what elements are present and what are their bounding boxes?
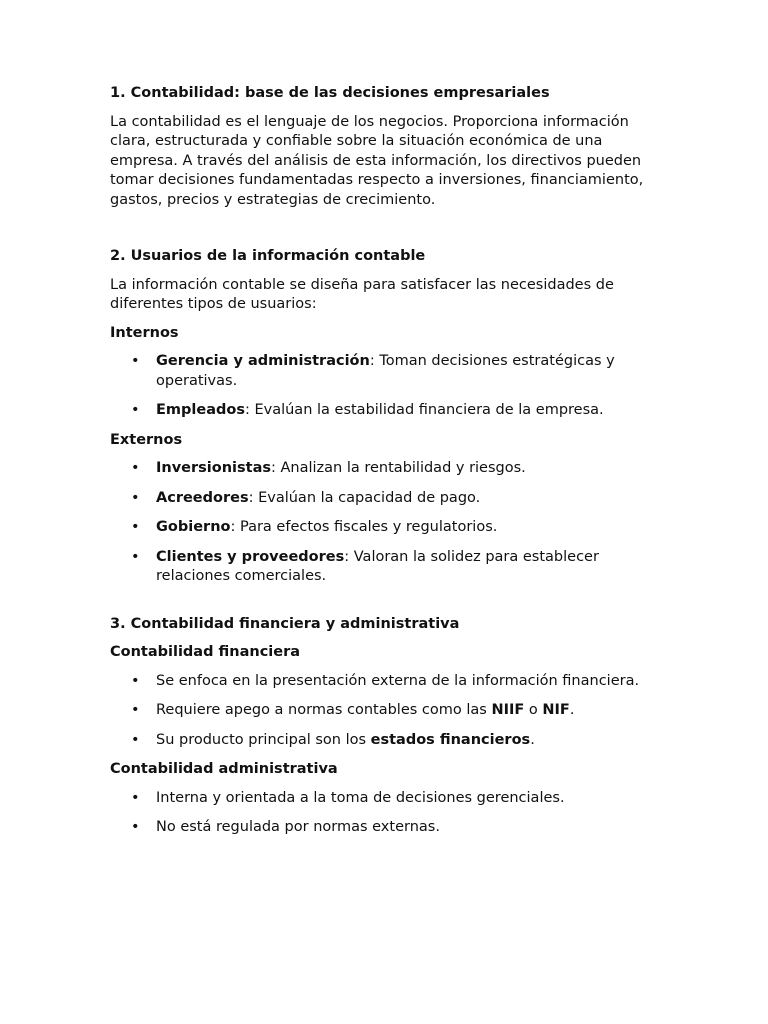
list-item — [110, 548, 660, 587]
item-text: : Analizan la rentabilidad y riesgos. — [271, 460, 526, 476]
section-1-paragraph: La contabilidad es el lenguaje de los negocios. Proporciona información clara, estructurada y confiable sobre la situación económica de una empresa. A través del análisis de esta información, los directivos pueden tomar decisiones fundamentadas respecto a inversiones, financiamiento, gastos, precios y estrategias de crecimiento. — [110, 113, 644, 208]
item-text: : Valoran la solidez para establecer relaciones comerciales. — [156, 548, 599, 584]
list-item — [110, 731, 660, 751]
bullet-icon: • — [131, 489, 140, 506]
bullet-icon: • — [131, 548, 140, 565]
section-2-heading: 2. Usuarios de la información contable — [110, 248, 426, 264]
item-text: Requiere apego a normas contables como las — [156, 702, 492, 718]
internos-subheading: Internos — [110, 324, 179, 341]
section-2-paragraph: La información contable se diseña para satisfacer las necesidades de diferentes tipos de usuarios: — [110, 276, 614, 312]
item-text: : Para efectos fiscales y regulatorios. — [230, 519, 498, 535]
bullet-icon: • — [131, 353, 140, 369]
item-term: Empleados — [156, 402, 245, 418]
bullet-icon: • — [131, 672, 140, 689]
item-text: Interna y orientada a la toma de decisiones gerenciales. — [156, 789, 565, 806]
internos-list — [110, 352, 660, 421]
administrativa-subheading: Contabilidad administrativa — [110, 761, 338, 777]
item-term: estados financieros — [370, 731, 531, 748]
item-text: . — [530, 731, 535, 748]
bullet-icon: • — [131, 702, 140, 718]
list-item — [110, 672, 660, 692]
section-spacer — [110, 219, 660, 247]
item-term: Acreedores — [156, 489, 249, 506]
item-text: Se enfoca en la presentación externa de la información financiera. — [156, 672, 640, 689]
list-item — [110, 352, 660, 391]
item-term: Clientes y proveedores — [156, 548, 345, 565]
administrativa-list — [110, 789, 660, 838]
section-1-heading: 1. Contabilidad: base de las decisiones empresariales — [110, 85, 550, 101]
list-item — [110, 401, 660, 421]
section-3-heading: 3. Contabilidad financiera y administrativa — [110, 615, 460, 632]
list-item — [110, 789, 660, 809]
item-text: o — [524, 702, 543, 718]
item-text: Su producto principal son los — [156, 731, 371, 748]
externos-list — [110, 459, 660, 587]
list-item — [110, 701, 660, 721]
bullet-icon: • — [131, 819, 140, 835]
list-item — [110, 518, 660, 538]
bullet-icon: • — [131, 519, 140, 535]
item-term: Inversionistas — [156, 460, 271, 476]
list-item — [110, 459, 660, 479]
item-term: NIF — [542, 702, 570, 718]
bullet-icon: • — [131, 402, 140, 418]
item-term: Gerencia y administración — [156, 353, 370, 369]
item-text: : Evalúan la estabilidad financiera de la empresa. — [244, 402, 604, 418]
item-term: Gobierno — [156, 519, 231, 535]
list-item — [110, 818, 660, 838]
item-text: . — [569, 702, 575, 718]
externos-subheading: Externos — [110, 431, 183, 448]
financiera-list — [110, 672, 660, 751]
document-page — [110, 84, 660, 848]
item-text: No está regulada por normas externas. — [156, 819, 440, 835]
item-text: : Toman decisiones estratégicas y operativas. — [156, 353, 615, 389]
bullet-icon: • — [131, 789, 140, 806]
financiera-subheading: Contabilidad financiera — [110, 644, 301, 660]
item-text: : Evalúan la capacidad de pago. — [248, 489, 481, 506]
bullet-icon: • — [131, 731, 140, 748]
list-item — [110, 489, 660, 509]
section-spacer — [110, 597, 660, 615]
item-term: NIIF — [491, 702, 525, 718]
bullet-icon: • — [131, 460, 140, 476]
